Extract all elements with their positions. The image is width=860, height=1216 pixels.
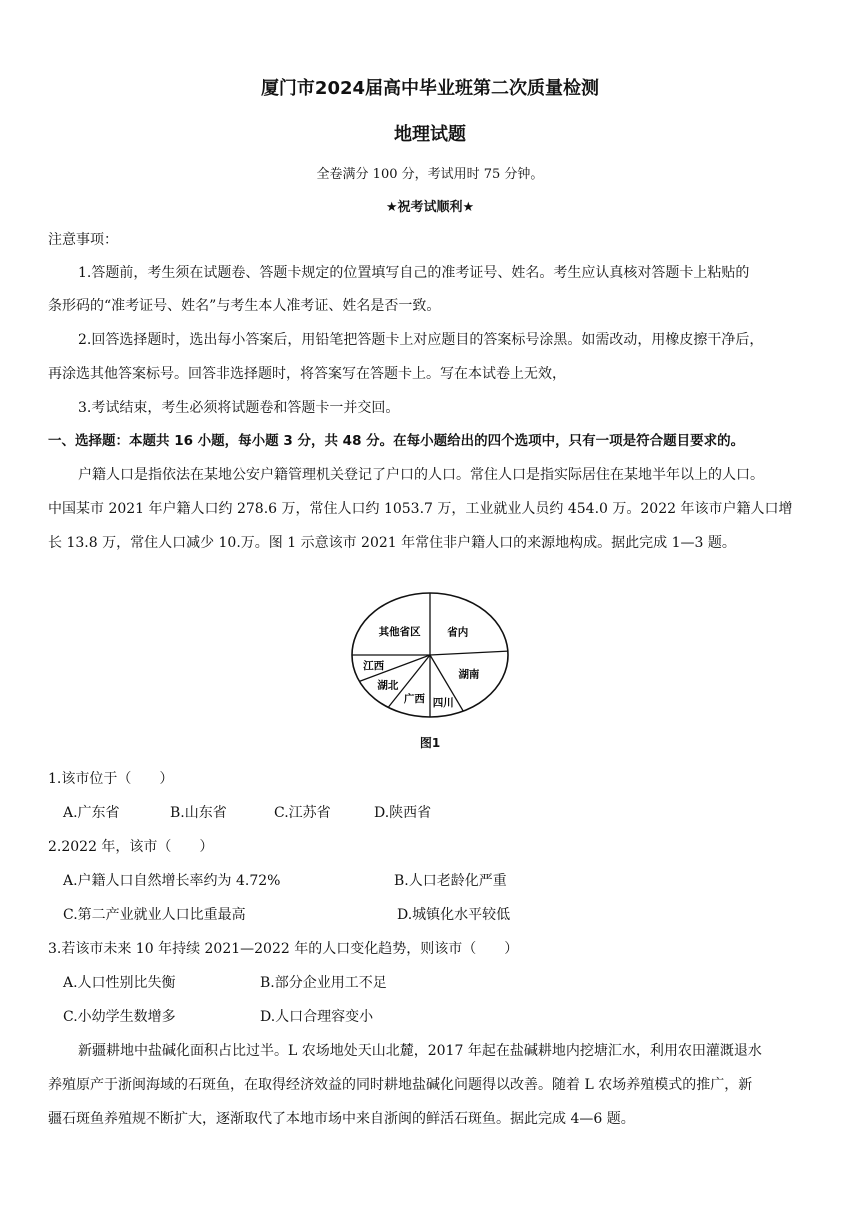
option-c[interactable]: C.第二产业就业人口比重最高	[63, 907, 246, 923]
notice-line: 1.答题前，考生须在试题卷、答题卡规定的位置填写自己的准考证号、姓名。考生应认真核对答题卡上粘贴的	[78, 265, 750, 281]
option-c[interactable]: C.小幼学生数增多	[63, 1009, 176, 1025]
subject-title: 地理试题	[394, 124, 466, 145]
question-stem: 2.2022 年，该市（ ）	[48, 839, 214, 855]
pie-chart	[340, 588, 520, 728]
pie-slice-label: 四川	[432, 697, 454, 710]
notice-line: 2.回答选择题时，选出每小答案后，用铅笔把答题卡上对应题目的答案标号涂黑。如需改动，用橡皮擦干净后，	[78, 332, 764, 348]
question-stem: 3.若该市未来 10 年持续 2021—2022 年的人口变化趋势，则该市（ ）	[48, 941, 519, 957]
option-b[interactable]: B.部分企业用工不足	[260, 975, 387, 991]
option-b[interactable]: B.山东省	[170, 805, 227, 821]
passage-line: 疆石斑鱼养殖规不断扩大，逐渐取代了本地市场中来自浙闽的鲜活石斑鱼。据此完成 4—6 题。	[48, 1111, 635, 1127]
pie-slice-label: 省内	[447, 626, 469, 639]
exam-info: 全卷满分 100 分，考试用时 75 分钟。	[316, 167, 544, 182]
passage-line: 户籍人口是指依法在某地公安户籍管理机关登记了户口的人口。常住人口是指实际居住在某地半年以上的人口。	[78, 467, 764, 483]
notice-line: 3.考试结束，考生必须将试题卷和答题卡一并交回。	[78, 400, 400, 416]
notice-line: 条形码的“准考证号、姓名”与考生本人准考证、姓名是否一致。	[48, 298, 441, 314]
wish-line: ★祝考试顺利★	[385, 200, 475, 215]
pie-slice-label: 其他省区	[378, 625, 421, 638]
option-d[interactable]: D.城镇化水平较低	[397, 907, 511, 923]
notice-line: 再涂选其他答案标号。回答非选择题时，将答案写在答题卡上。写在本试卷上无效，	[48, 366, 566, 382]
notice-heading: 注意事项：	[48, 232, 118, 248]
option-c[interactable]: C.江苏省	[274, 805, 331, 821]
option-d[interactable]: D.人口合理容变小	[260, 1009, 374, 1025]
passage-line: 长 13.8 万，常住人口减少 10.万。图 1 示意该市 2021 年常住非户籍人口的来源地构成。据此完成 1—3 题。	[48, 535, 736, 551]
exam-title: 厦门市2024届高中毕业班第二次质量检测	[260, 78, 600, 99]
pie-slice-label: 江西	[363, 660, 385, 673]
option-a[interactable]: A.广东省	[63, 805, 120, 821]
option-a[interactable]: A.人口性别比失衡	[63, 975, 176, 991]
section-heading: 一、选择题：本题共 16 小题，每小题 3 分，共 48 分。在每小题给出的四个选项中，只有一项是符合题目要求的。	[48, 433, 745, 449]
question-stem: 1.该市位于（ ）	[48, 771, 174, 787]
passage-line: 中国某市 2021 年户籍人口约 278.6 万，常住人口约 1053.7 万，工业就业人员约 454.0 万。2022 年该市户籍人口增	[48, 501, 793, 517]
pie-slice-label: 湖北	[377, 679, 399, 692]
passage-line: 养殖原产于浙闽海域的石斑鱼，在取得经济效益的同时耕地盐碱化问题得以改善。随着 L 农场养殖模式的推广，新	[48, 1077, 753, 1093]
option-d[interactable]: D.陕西省	[374, 805, 432, 821]
passage-line: 新疆耕地中盐碱化面积占比过半。L 农场地处天山北麓，2017 年起在盐碱耕地内挖塘汇水，利用农田灌溉退水	[78, 1043, 762, 1059]
pie-slice-label: 湖南	[458, 668, 480, 681]
option-a[interactable]: A.户籍人口自然增长率约为 4.72%	[63, 873, 281, 889]
option-b[interactable]: B.人口老龄化严重	[394, 873, 507, 889]
pie-slice-label: 广西	[403, 692, 425, 705]
figure-caption: 图1	[419, 736, 441, 750]
